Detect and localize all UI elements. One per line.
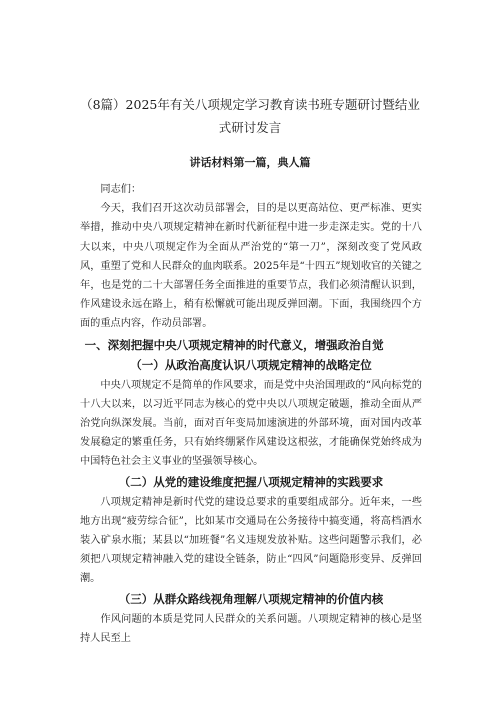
section-heading-1: 一、深刻把握中央八项规定精神的时代意义，增强政治自觉 xyxy=(84,337,384,352)
title-line-2: 式研讨发言 xyxy=(218,120,282,135)
document-title xyxy=(60,93,440,139)
subsection-heading-1: （一）从政治高度认识八项规定精神的战略定位 xyxy=(130,357,372,372)
document-body xyxy=(80,180,422,648)
document-subtitle: 讲话材料第一篇，典人篇 xyxy=(189,156,311,169)
subsection-paragraph-1: 中央八项规定不是简单的作风要求，而是党中央治国理政的“风向标党的十八大以来，以习近平同志为核心的党中央以八项规定破题，推动全面从严治党向纵深发展。当前，面对百年变局加速演进的外部环境，面对国内改革发展稳定的繁重任务，只有始终绷紧作风建设这根弦，才能确保党始终成为中国特色社会主义事业的坚强领导核心。 xyxy=(80,379,422,468)
subsection-paragraph-2: 八项规定精神是新时代党的建设总要求的重要组成部分。近年来，一些地方出现“疲劳综合征”，比如某市交通局在公务接待中搞变通，将高档酒水装入矿泉水瓶；某县以“加班餐”名义违规发放补贴。这些问题警示我们，必须把八项规定精神融入党的建设全链条，防止“四风”问题隐形变异、反弹回潮。 xyxy=(80,496,422,585)
intro-paragraph: 今天，我们召开这次动员部署会，目的是以更高站位、更严标准、更实举措，推动中央八项规定精神在新时代新征程中进一步走深走实。党的十八大以来，中央八项规定作为全面从严治党的“第一刀”，深刻改变了党风政风，重塑了党和人民群众的血肉联系。2025年是“十四五”规划收官的关键之年，也是党的二十大部署任务全面推进的重要节点，我们必须清醒认识到，作风建设永远在路上，稍有松懈就可能出现反弹回潮。下面，我围绕四个方面的重点内容，作动员部署。 xyxy=(80,203,422,330)
title-line-1: （8篇）2025年有关八项规定学习教育读书班专题研讨暨结业 xyxy=(80,97,420,112)
subsection-paragraph-3: 作风问题的本质是党同人民群众的关系问题。八项规定精神的核心是坚持人民至上 xyxy=(80,613,422,644)
subsection-heading-3: （三）从群众路线视角理解八项规定精神的价值内核 xyxy=(118,591,384,606)
subsection-heading-2: （二）从党的建设维度把握八项规定精神的实践要求 xyxy=(118,474,384,489)
greeting: 同志们： xyxy=(100,184,142,195)
